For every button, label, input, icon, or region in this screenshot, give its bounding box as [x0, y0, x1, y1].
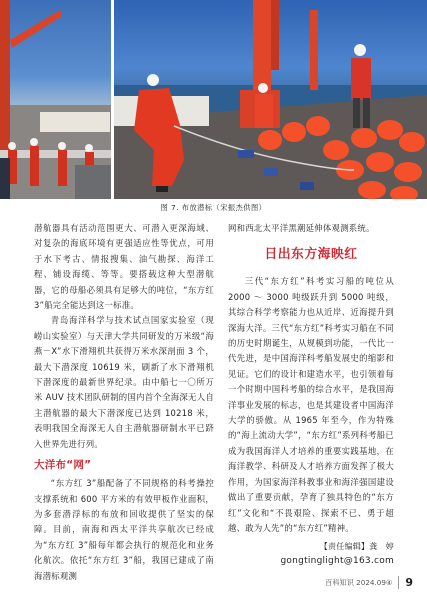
- page-footer: [325, 576, 413, 589]
- photo-deploying-buoy: [114, 0, 427, 199]
- right-paragraph-continued: 网和西北太平洋黑潮延伸体观测系统。: [228, 223, 375, 233]
- figure-caption: 图 7. 布放潜标（宋振杰供图）: [160, 203, 267, 212]
- left-paragraph-2: 青岛海洋科学与技术试点国家实验室（现崂山实验室）与天津大学共同研发的万米级“海燕－X”水下滑翔机共获得万米水深剖面 3 个，最大下潜深度 10619 米，刷新了水下滑翔机下潜深度的最新世界纪录。由中船七一〇所万米 AUV 技术团队研制的国内首个全海深无人自主潜航器的最大下潜深度已达到 10218 米，表明我国全海深无人自主潜航器研制水平已跻入世界先进行列。: [34, 315, 214, 449]
- photo-ship-crane: [0, 0, 111, 199]
- photo-deploying-buoy-image: [114, 0, 427, 199]
- journal-name: 百科知识 2024.09④: [325, 577, 393, 587]
- right-column: [228, 221, 394, 568]
- left-column: [34, 221, 214, 584]
- left-paragraph-3: “东方红 3”船配备了不同规格的科考操控支撑系统和 600 平方米的有效甲板作业面积，为多套潜浮标的布放和回收提供了坚实的保障。目前，南海和西太平洋共享航次已经成为“东方红 3”船每年都会执行的规范化和业务化航次。依托“东方红 3”船，我国已建成了南海潜标观测: [34, 478, 214, 581]
- page-number: 9: [398, 576, 413, 589]
- editor-credit: 【责任编辑】龚 婷: [319, 542, 394, 552]
- photo-ship-crane-image: [0, 0, 111, 199]
- editor-email: gongtinglight@163.com: [280, 556, 394, 567]
- right-paragraph-1: 三代“东方红”科考实习船的吨位从 2000 ～ 3000 吨级跃升到 5000 吨级，其综合科学考察能力也从近岸、近海提升到深海大洋。三代“东方红”科考实习船在不同的历史时期诞生，从规模到功能，一代比一代先进，是中国海洋科考船发展史的缩影和见证。它们的设计和建造水平，也引领着每一个时期中国科考船的综合水平，是我国海洋事业发展的标志，也是其建设者中国海洋大学的骄傲。从 1965 年至今，作为特殊的“海上流动大学”，“东方红”系列科考船已成为我国海洋人才培养的重要实践基地，在海洋教学、科研及人才培养方面发挥了极大作用，为国家海洋科教事业和海洋强国建设做出了重要贡献，孕育了独具特色的“东方红”文化和“不畏艰险、探索不已、勇于超越、敢为人先”的“东方红”精神。: [228, 276, 394, 533]
- figure-photos: [0, 0, 427, 199]
- section-heading-sunrise: 日出东方海映红: [264, 247, 358, 263]
- left-paragraph-1: 潜航器具有活动范围更大、可潜入更深海域、对复杂的海底环境有更强适应性等优点，可用于水下考古、情报搜集、油气勘探、海洋工程、铺设海缆、等等。要搭载这种大型潜航器，它的母船必须具有足够大的吨位，“东方红 3”船完全能达到这一标准。: [34, 223, 214, 311]
- section-heading-ocean-network: 大洋布“网”: [34, 459, 92, 472]
